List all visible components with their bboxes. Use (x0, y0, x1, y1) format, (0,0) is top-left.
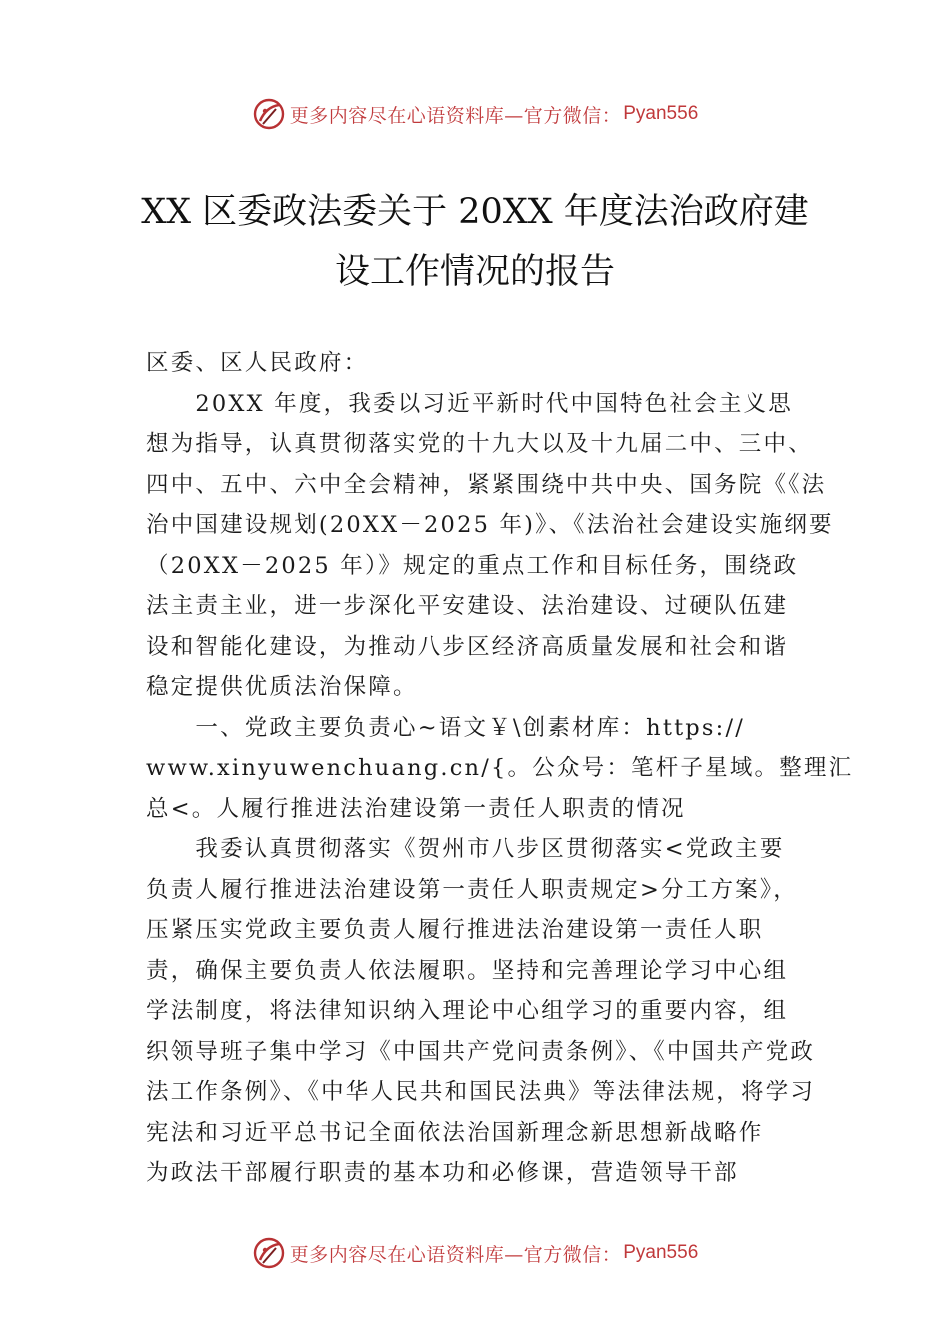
body-line: 区委、区人民政府： (146, 350, 369, 376)
body-line: 我委认真贯彻落实《贺州市八步区贯彻落实<党政主要 (146, 836, 785, 862)
body-line: 负责人履行推进法治建设第一责任人职责规定>分工方案》， (146, 876, 799, 903)
body-line: 总<。人履行推进法治建设第一责任人职责的情况 (146, 795, 686, 822)
logo-icon (252, 97, 286, 131)
body-line: 稳定提供优质法治保障。 (146, 674, 418, 700)
body-line: 20XX 年度，我委以习近平新时代中国特色社会主义思 (146, 390, 793, 417)
banner-wechat-id: Pyan556 (623, 1242, 699, 1263)
body-line: 法工作条例》、《中华人民共和国民法典》等法律法规，将学习 (146, 1079, 816, 1105)
body-line: 法主责主业，进一步深化平安建设、法治建设、过硬队伍建 (146, 593, 789, 619)
banner-text: 更多内容尽在心语资料库—官方微信： (289, 1243, 622, 1266)
title-line-2: 设工作情况的报告 (334, 252, 615, 292)
header-banner (0, 94, 950, 134)
body-line: 责，确保主要负责人依法履职。坚持和完善理论学习中心组 (146, 957, 789, 984)
body-line: www.xinyuwenchuang.cn/{。公众号：笔杆子星域。整理汇 (146, 755, 854, 781)
body-line: 为政法干部履行职责的基本功和必修课，营造领导干部 (146, 1160, 739, 1186)
document-body (146, 343, 854, 1194)
title-line-1: XX 区委政法委关于 20XX 年度法治政府建 (141, 192, 809, 232)
body-line: 设和智能化建设，为推动八步区经济高质量发展和社会和谐 (146, 633, 789, 660)
body-line: 压紧压实党政主要负责人履行推进法治建设第一责任人职 (146, 917, 764, 943)
body-line: 学法制度，将法律知识纳入理论中心组学习的重要内容，组 (146, 998, 789, 1024)
banner-text: 更多内容尽在心语资料库—官方微信： (289, 104, 622, 127)
body-line: 治中国建设规划(20XX－2025 年)》、《法治社会建设实施纲要 (146, 512, 834, 538)
body-line: 四中、五中、六中全会精神，紧紧围绕中共中央、国务院《《法 (146, 471, 827, 498)
document-title (120, 182, 830, 302)
body-line: 想为指导，认真贯彻落实党的十九大以及十九届二中、三中、 (146, 431, 813, 457)
body-line: 织领导班子集中学习《中国共产党问责条例》、《中国共产党政 (146, 1038, 816, 1065)
body-line: 一、党政主要负责心~语文￥\创素材库：https:// (146, 714, 745, 741)
body-line: 宪法和习近平总书记全面依法治国新理念新思想新战略作 (146, 1119, 764, 1146)
body-line: （20XX－2025 年）》规定的重点工作和目标任务，围绕政 (146, 552, 799, 579)
logo-icon (252, 1236, 286, 1270)
footer-banner (0, 1233, 950, 1273)
banner-wechat-id: Pyan556 (623, 103, 699, 124)
